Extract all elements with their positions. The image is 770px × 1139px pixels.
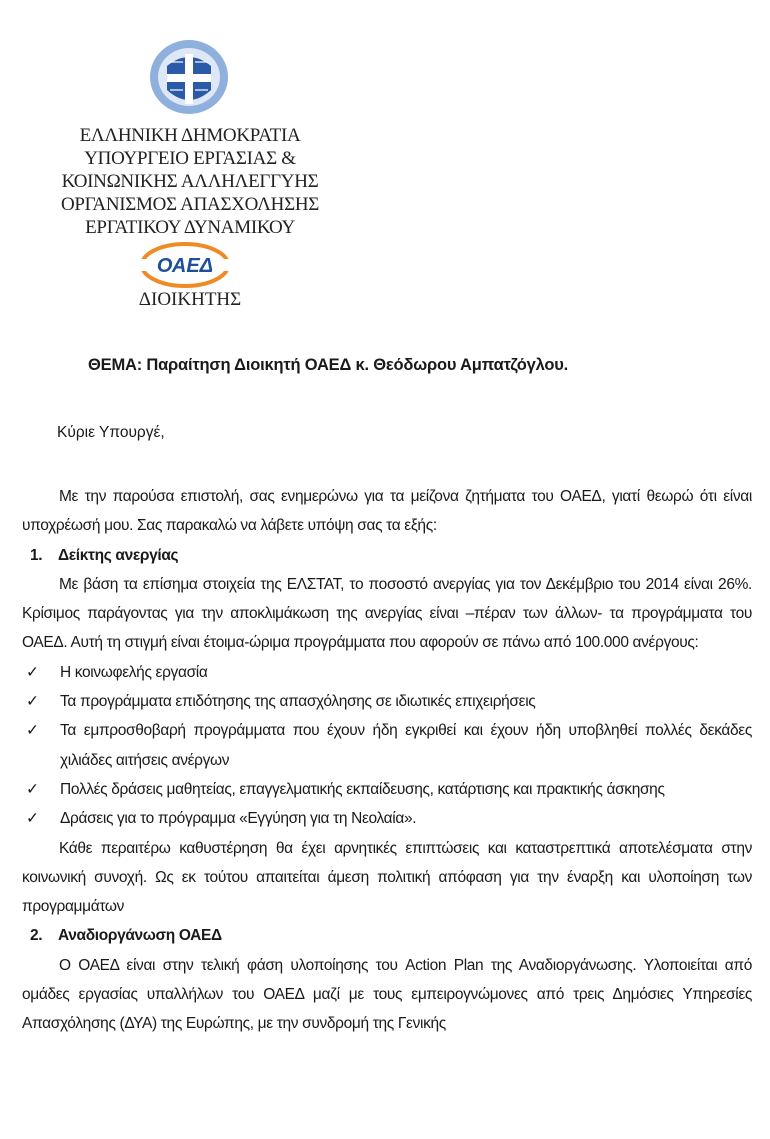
list-item-text: Τα εμπροσθοβαρή προγράμματα που έχουν ήδη εγκριθεί και έχουν ήδη υποβληθεί πολλές δεκάδες χιλιάδες αιτήσεις ανέργων — [60, 722, 752, 769]
letterhead-line: ΕΛΛΗΝΙΚΗ ΔΗΜΟΚΡΑΤΙΑ — [79, 125, 301, 146]
letterhead-line: ΚΟΙΝΩΝΙΚΗΣ ΑΛΛΗΛΕΓΓΥΗΣ — [61, 171, 319, 192]
section-heading — [22, 921, 752, 950]
letterhead — [20, 124, 360, 239]
letterhead-line: ΕΡΓΑΤΙΚΟΥ ΔΥΝΑΜΙΚΟΥ — [85, 217, 295, 238]
list-item-text: Πολλές δράσεις μαθητείας, επαγγελματικής εκπαίδευσης, κατάρτισης και πρακτικής άσκησης — [60, 780, 665, 798]
list-item — [22, 804, 752, 833]
checkmark-icon: ✓ — [26, 810, 39, 828]
oaed-logo — [140, 242, 230, 288]
letter-body — [22, 482, 752, 1039]
list-item-text: Τα προγράμματα επιδότησης της απασχόλησης σε ιδιωτικές επιχειρήσεις — [60, 693, 536, 711]
section-title: Δείκτης ανεργίας — [58, 546, 179, 564]
section-paragraph: Ο ΟΑΕΔ είναι στην τελική φάση υλοποίησης του Action Plan της Αναδιοργάνωσης. Υλοποιείται από ομάδες εργασίας υπαλλήλων του ΟΑΕΔ μαζί με τους εμπειρογνώμονες από τρεις Δημόσιες Υπηρεσίες Απασχόλησης (ΔΥΑ) της Ευρώπης, με την συνδρομή της Γενικής — [22, 956, 752, 1033]
role-title: ΔΙΟΙΚΗΤΗΣ — [138, 289, 242, 310]
list-item — [22, 775, 752, 804]
list-item — [22, 658, 752, 687]
checkmark-icon: ✓ — [26, 722, 39, 740]
section-heading — [22, 541, 752, 570]
salutation: Κύριε Υπουργέ, — [57, 424, 165, 441]
section-number: 1. — [30, 546, 43, 564]
checkmark-icon: ✓ — [26, 780, 39, 798]
svg-text:ΟΑΕΔ: ΟΑΕΔ — [156, 255, 214, 277]
section-number: 2. — [30, 927, 43, 945]
list-item — [22, 716, 752, 775]
checkmark-icon: ✓ — [26, 693, 39, 711]
section-paragraph: Με βάση τα επίσημα στοιχεία της ΕΛΣΤΑΤ, το ποσοστό ανεργίας για τον Δεκέμβριο του 2014 είναι 26%. Κρίσιμος παράγοντας για την αποκλιμάκωση της ανεργίας είναι –πέραν των άλλων- τα προγράμματα του ΟΑΕΔ. Αυτή τη στιγμή είναι έτοιμα-ώριμα προγράμματα που αφορούν σε πάνω από 100.000 ανέργους: — [22, 575, 752, 652]
intro-paragraph: Με την παρούσα επιστολή, σας ενημερώνω για τα μείζονα ζητήματα του ΟΑΕΔ, γιατί θεωρώ ότι είναι υποχρέωσή μου. Σας παρακαλώ να λάβετε υπόψη σας τα εξής: — [22, 488, 752, 535]
checkmark-icon: ✓ — [26, 663, 39, 681]
greek-coat-of-arms-icon — [148, 38, 230, 116]
letterhead-line: ΥΠΟΥΡΓΕΙΟ ΕΡΓΑΣΙΑΣ & — [84, 148, 296, 169]
list-item-text: Η κοινωφελής εργασία — [60, 663, 208, 681]
letterhead-line: ΟΡΓΑΝΙΣΜΟΣ ΑΠΑΣΧΟΛΗΣΗΣ — [60, 194, 320, 215]
list-item — [22, 687, 752, 716]
checklist — [22, 658, 752, 834]
section-closing-paragraph: Κάθε περαιτέρω καθυστέρηση θα έχει αρνητικές επιπτώσεις και καταστρεπτικά αποτελέσματα στην κοινωνική συνοχή. Ως εκ τούτου απαιτείται άμεση πολιτική απόφαση για την έναρξη και υλοποίηση των προγραμμάτων — [22, 839, 752, 916]
section-title: Αναδιοργάνωση ΟΑΕΔ — [58, 927, 222, 945]
subject-line: ΘΕΜΑ: Παραίτηση Διοικητή ΟΑΕΔ κ. Θεόδωρου Αμπατζόγλου. — [88, 356, 569, 374]
list-item-text: Δράσεις για το πρόγραμμα «Εγγύηση για τη Νεολαία». — [60, 810, 417, 828]
